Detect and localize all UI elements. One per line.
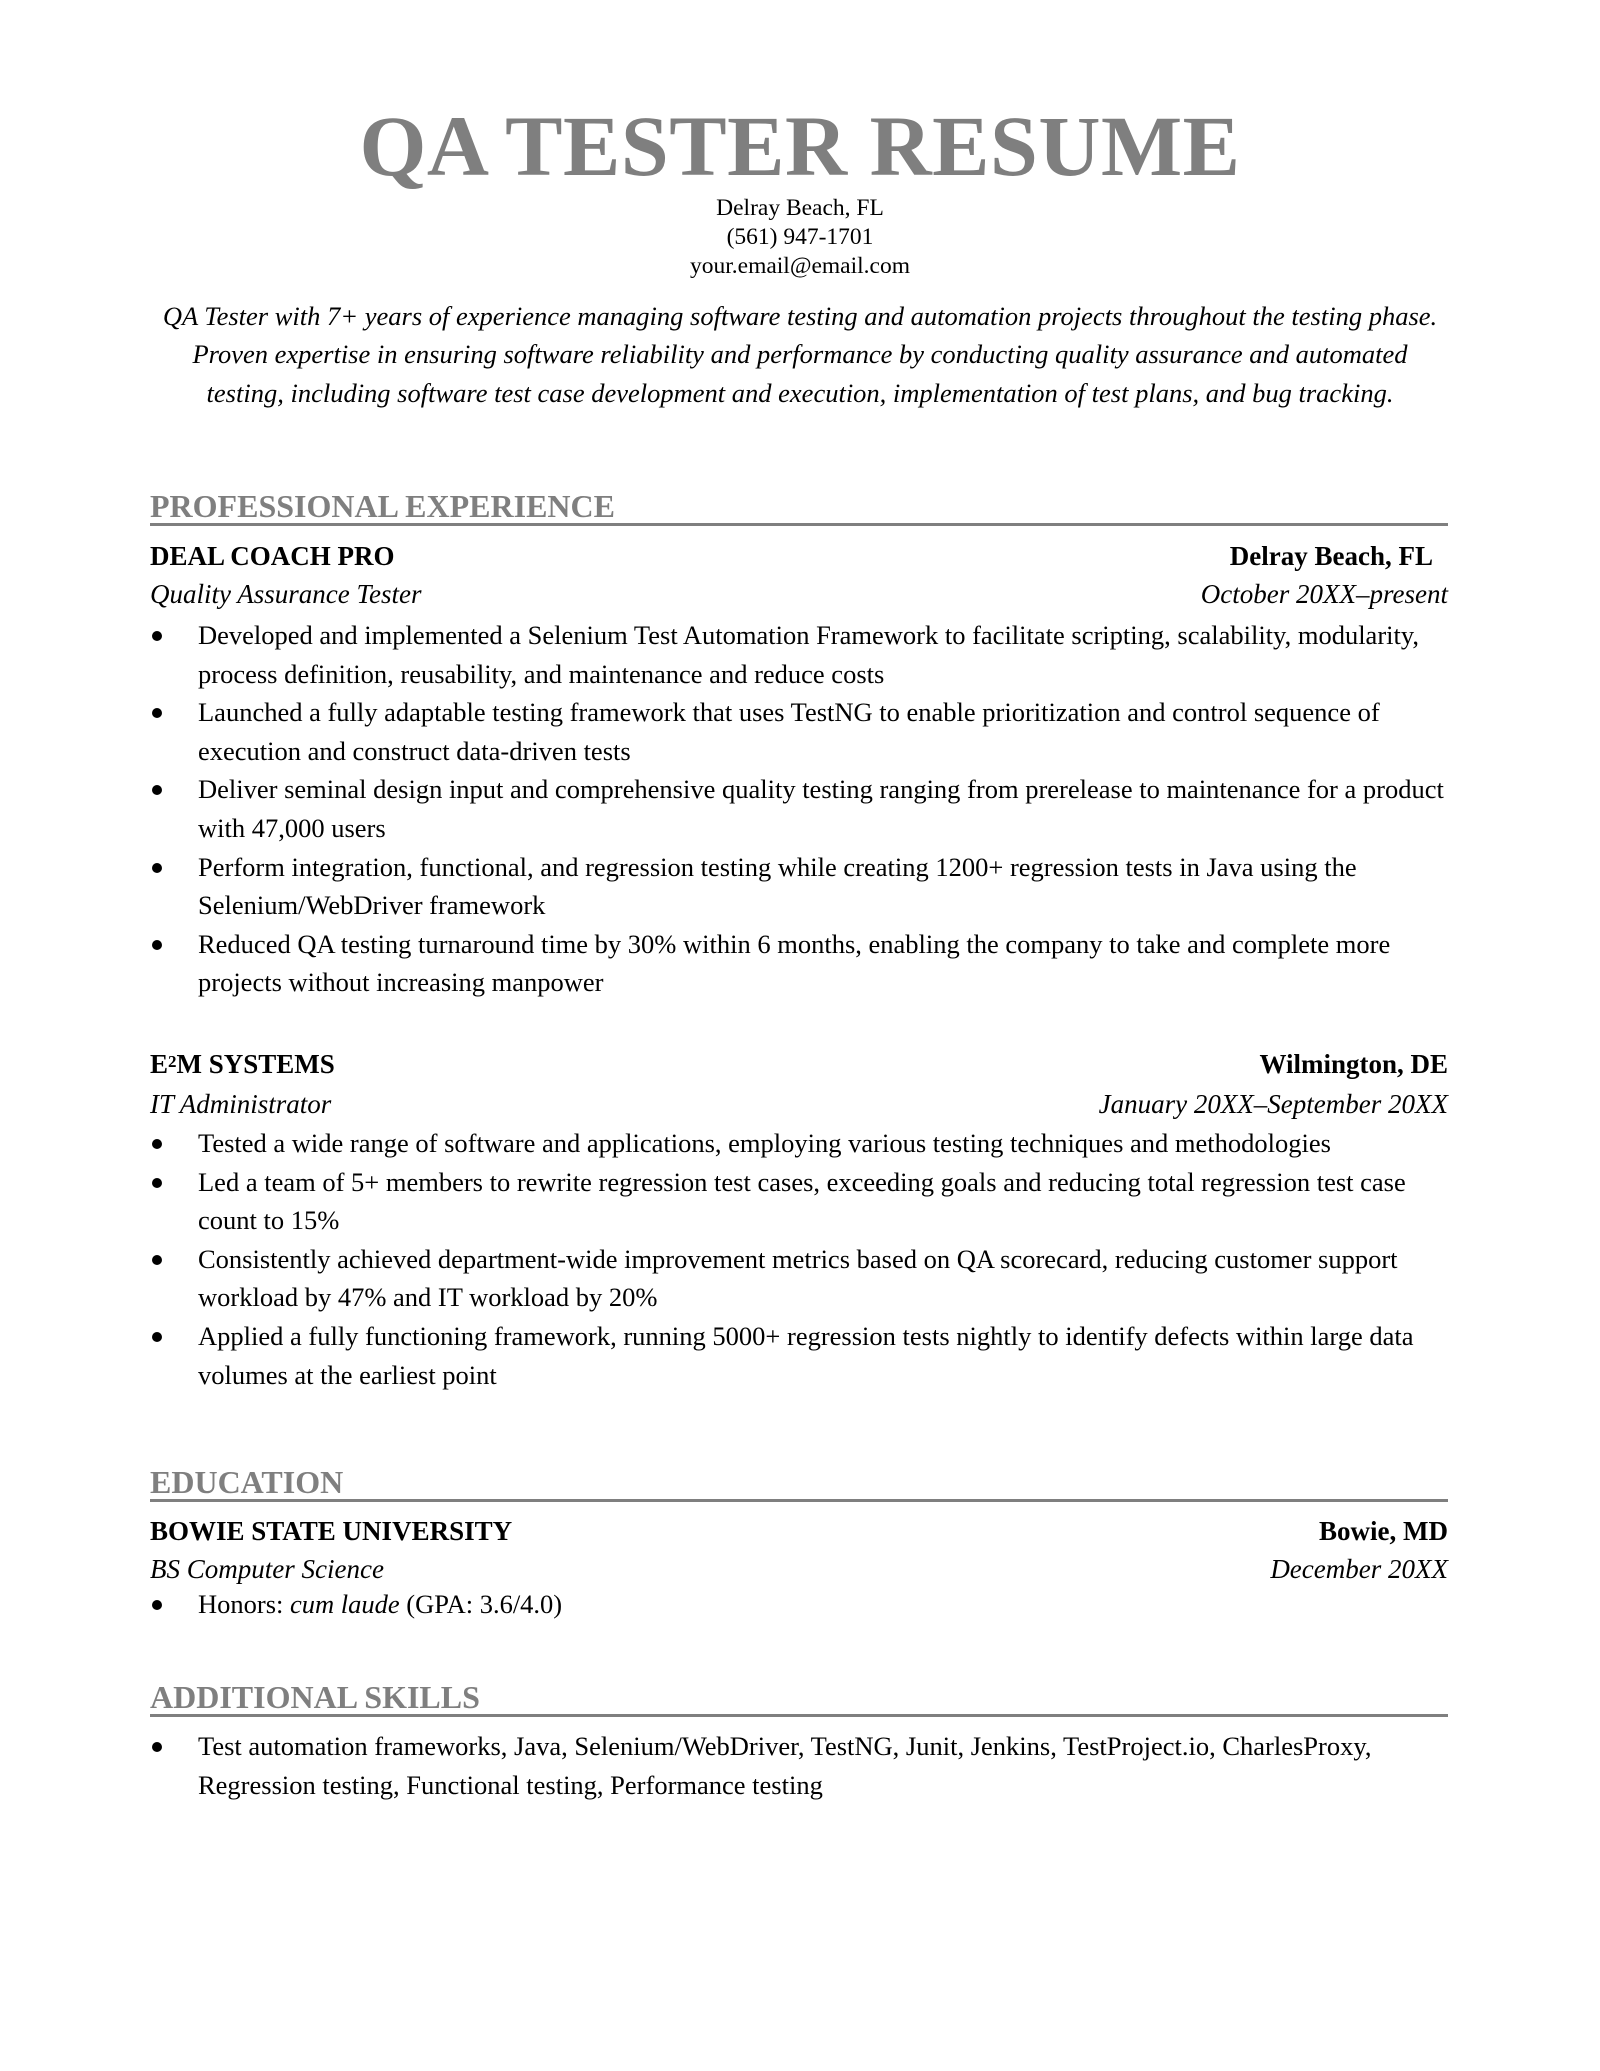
skills-item [150, 1727, 1450, 1804]
job-1-bullet [150, 848, 1450, 925]
bullet-text: Applied a fully functioning framework, running 5000+ regression tests nightly to identify defects within large data volumes at the earliest point [198, 1320, 1414, 1390]
education-location: Bowie, MD [1319, 1516, 1448, 1546]
education-header [150, 1514, 1448, 1548]
job-1-subheader [150, 577, 1448, 611]
job-1-bullet [150, 770, 1450, 847]
job-2-location: Wilmington, DE [1259, 1049, 1448, 1079]
bullet-text: Consistently achieved department-wide improvement metrics based on QA scorecard, reducing customer support workload by 47% and IT workload by 20% [198, 1243, 1398, 1313]
honors-label: Honors: [198, 1589, 291, 1619]
resume-title: QA TESTER RESUME [359, 98, 1241, 194]
job-2-company [150, 1047, 335, 1081]
bullet-text: Developed and implemented a Selenium Test Automation Framework to facilitate scripting, scalability, modularity, process definition, reusability, and maintenance and reduce costs [198, 620, 1420, 689]
bullet-icon [152, 863, 162, 873]
job-1-company: DEAL COACH PRO [150, 541, 395, 571]
job-2-title: IT Administrator [150, 1089, 332, 1119]
job-2-company-superscript: 2 [168, 1052, 177, 1071]
job-2-header [150, 1047, 1448, 1081]
bullet-icon [152, 1255, 162, 1265]
bullet-text: Reduced QA testing turnaround time by 30% within 6 months, enabling the company to take and complete more projects without increasing manpower [198, 928, 1391, 998]
job-2-dates: January 20XX–September 20XX [1098, 1089, 1448, 1119]
education-honors [150, 1585, 1450, 1624]
bullet-icon [152, 940, 162, 950]
section-heading-skills [150, 1677, 1448, 1717]
contact-phone: (561) 947-1701 [726, 224, 874, 250]
job-1-bullets [150, 616, 1450, 1002]
job-2-company-suffix: M SYSTEMS [176, 1049, 335, 1079]
job-2-bullet [150, 1124, 1450, 1163]
honors-gpa: (GPA: 3.6/4.0) [399, 1589, 563, 1619]
bullet-icon [152, 631, 162, 641]
section-heading-education-text: EDUCATION [150, 1464, 344, 1500]
job-2-bullet [150, 1163, 1450, 1240]
bullet-text: Deliver seminal design input and comprehensive quality testing ranging from prerelease to maintenance for a product with 47,000 users [198, 774, 1444, 843]
job-2-bullet [150, 1240, 1450, 1317]
education-degree: BS Computer Science [150, 1554, 384, 1584]
honors-value: cum laude [290, 1589, 400, 1619]
job-2-company-prefix: E [150, 1049, 169, 1079]
job-2-subheader [150, 1087, 1448, 1121]
education-bullets [150, 1585, 1450, 1624]
contact-email[interactable]: your.email@email.com [689, 253, 911, 279]
section-heading-experience [150, 486, 1448, 526]
skills-bullets [150, 1727, 1450, 1804]
bullet-text: Led a team of 5+ members to rewrite regression test cases, exceeding goals and reducing total regression test case count to 15% [198, 1166, 1406, 1236]
bullet-icon [152, 1600, 162, 1610]
job-2-bullet [150, 1317, 1450, 1394]
skills-text: Test automation frameworks, Java, Selenium/WebDriver, TestNG, Junit, Jenkins, TestProject.io, CharlesProxy, Regression testing, Functional testing, Performance testing [198, 1731, 1372, 1800]
bullet-text: Tested a wide range of software and applications, employing various testing techniques and methodologies [198, 1128, 1331, 1158]
contact-location: Delray Beach, FL [716, 195, 884, 221]
bullet-icon [152, 1178, 162, 1188]
section-heading-education [150, 1462, 1448, 1502]
education-school: BOWIE STATE UNIVERSITY [150, 1516, 513, 1546]
job-1-bullet [150, 693, 1450, 770]
bullet-text: Launched a fully adaptable testing framework that uses TestNG to enable prioritization and control sequence of execution and construct data-driven tests [198, 697, 1380, 766]
bullet-icon [152, 785, 162, 795]
section-heading-skills-text: ADDITIONAL SKILLS [150, 1679, 480, 1715]
job-1-title: Quality Assurance Tester [150, 579, 422, 609]
job-1-dates: October 20XX–present [1200, 579, 1448, 609]
bullet-icon [152, 1332, 162, 1342]
bullet-icon [152, 1139, 162, 1149]
job-1-location: Delray Beach, FL [1229, 541, 1433, 571]
bullet-icon [152, 1742, 162, 1752]
professional-summary: QA Tester with 7+ years of experience managing software testing and automation projects throughout the testing phase. Proven expertise in ensuring software reliability and performance by conducting quality assurance and automated testing, including software test case development and execution, implementation of test plans, and bug tracking. [162, 301, 1438, 408]
job-1-bullet [150, 925, 1450, 1002]
education-subheader [150, 1552, 1448, 1586]
job-1-bullet [150, 616, 1450, 693]
section-heading-experience-text: PROFESSIONAL EXPERIENCE [150, 488, 615, 524]
job-1-header [150, 539, 1448, 573]
bullet-icon [152, 708, 162, 718]
bullet-text: Perform integration, functional, and regression testing while creating 1200+ regression tests in Java using the Selenium/WebDriver framework [198, 851, 1357, 921]
job-2-bullets [150, 1124, 1450, 1394]
education-date: December 20XX [1270, 1554, 1448, 1584]
